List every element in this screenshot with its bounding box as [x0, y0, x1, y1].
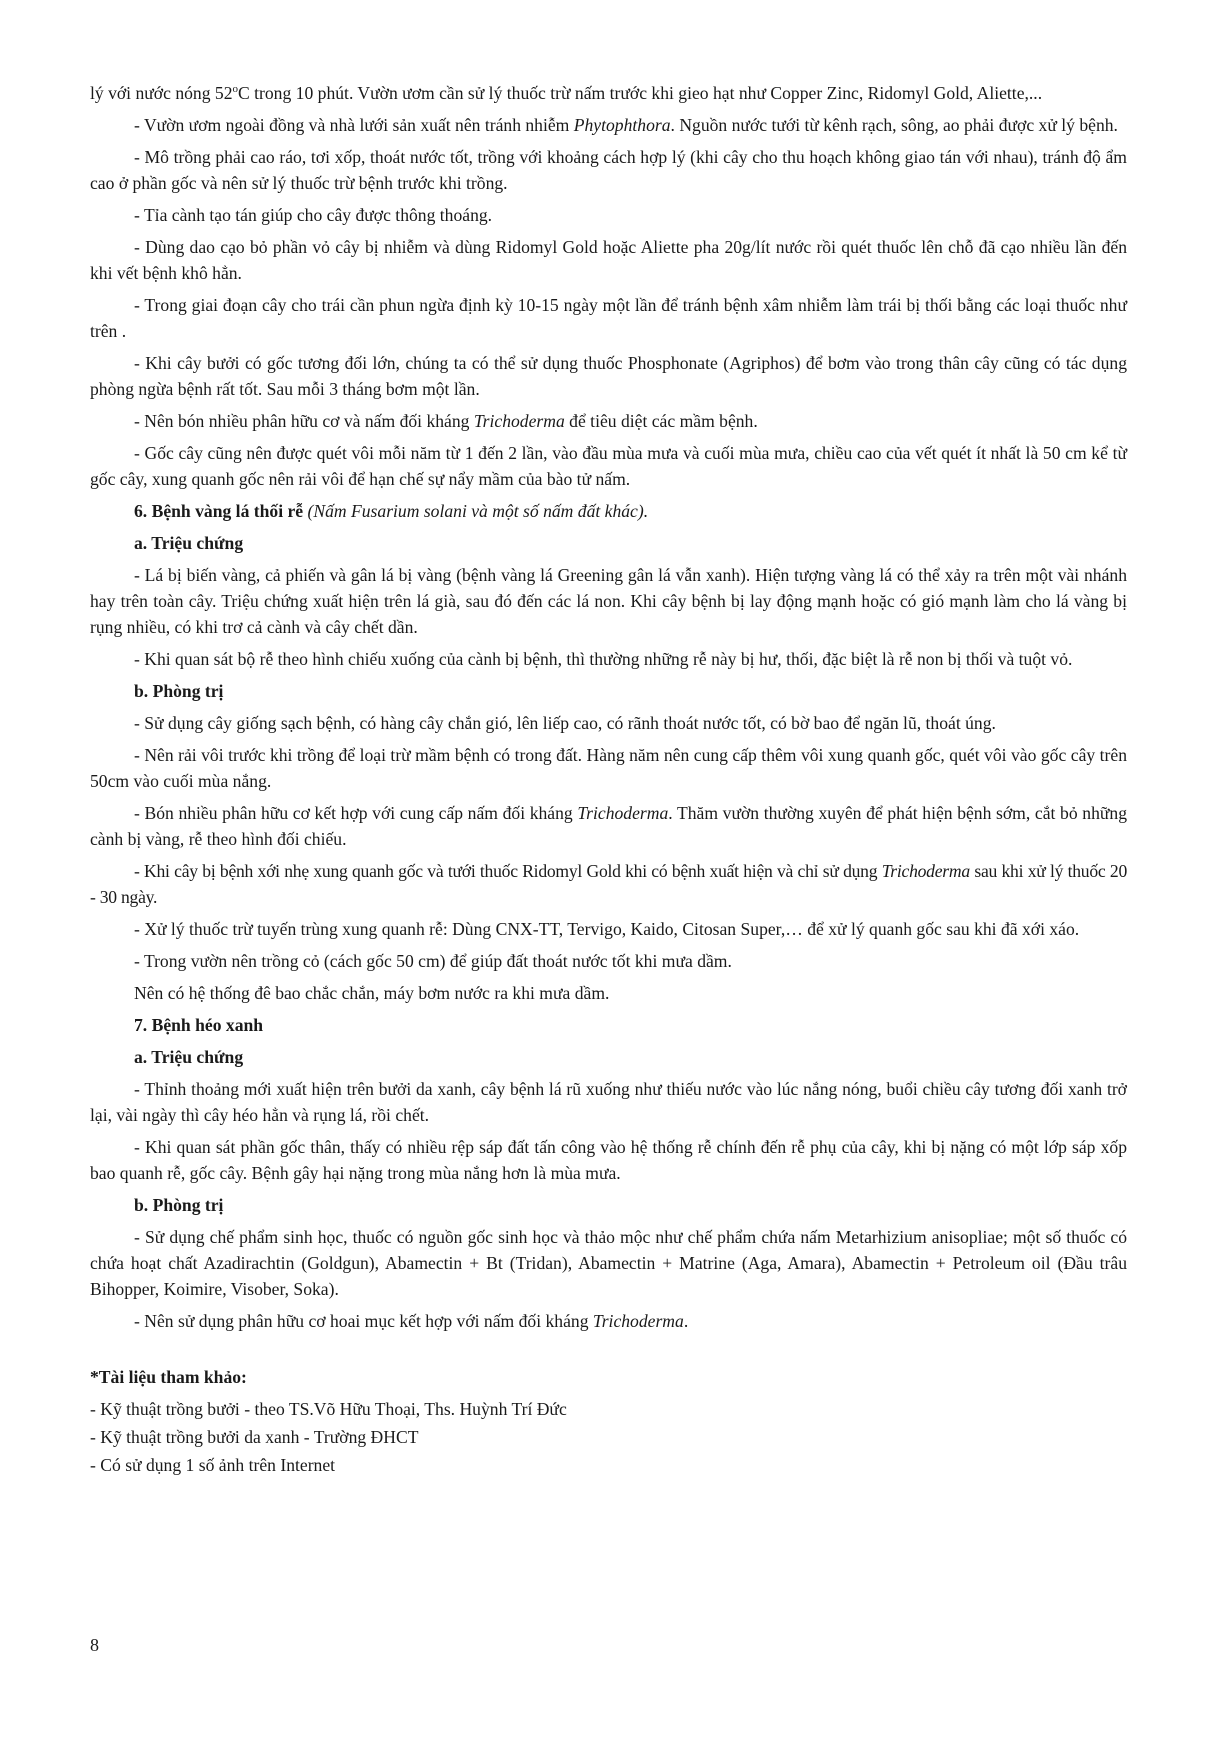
paragraph-organic-fertilizer: - Nên bón nhiều phân hữu cơ và nấm đối kháng Trichoderma để tiêu diệt các mầm bệnh. [134, 411, 758, 431]
paragraph-6b-6: - Trong vườn nên trồng cỏ (cách gốc 50 cm) để giúp đất thoát nước tốt khi mưa dầm. [134, 951, 732, 971]
paragraph-6b-3: - Bón nhiều phân hữu cơ kết hợp với cung cấp nấm đối kháng Trichoderma. Thăm vườn thường xuyên để phát hiện bệnh sớm, cắt bỏ những cành bị vàng, rễ theo hình đối chiếu. [90, 803, 1127, 849]
section-6-heading: 6. Bệnh vàng lá thối rễ (Nấm Fusarium solani và một số nấm đất khác). [134, 501, 649, 521]
paragraph-7b-1: - Sử dụng chế phẩm sinh học, thuốc có nguồn gốc sinh học và thảo mộc như chế phẩm chứa nấm Metarhizium anisopliae; một số thuốc có chứa hoạt chất Azadirachtin (Goldgun), Abamectin + Bt (Tridan), Abamectin + Matrine (Aga, Amara), Abamectin + Petroleum oil (Đầu trâu Bihopper, Koimire, Visober, Soka). [90, 1227, 1127, 1299]
paragraph-hot-water-treatment: lý với nước nóng 52$^o$C trong 10 phút. Vườn ươm cần sử lý thuốc trừ nấm trước khi gieo hạt như Copper Zinc, Ridomyl Gold, Aliette,... [90, 83, 1043, 103]
paragraph-6a-2: - Khi quan sát bộ rễ theo hình chiếu xuống của cành bị bệnh, thì thường những rễ này bị hư, thối, đặc biệt là rễ non bị thối và tuột vỏ. [134, 649, 1073, 669]
paragraph-6a-1: - Lá bị biến vàng, cả phiến và gân lá bị vàng (bệnh vàng lá Greening gân lá vẫn xanh). Hiện tượng vàng lá có thể xảy ra trên một vài nhánh hay trên toàn cây. Triệu chứng xuất hiện trên lá già, sau đó đến các lá non. Khi cây bệnh bị lay động mạnh hoặc có gió mạnh làm cho lá vàng bị rụng nhiều, có khi trơ cả cành và cây chết dần. [90, 565, 1127, 637]
paragraph-scraping-bark: - Dùng dao cạo bỏ phần vỏ cây bị nhiễm và dùng Ridomyl Gold hoặc Aliette pha 20g/lít nước rồi quét thuốc lên chỗ đã cạo nhiều lần đến khi vết bệnh khô hẳn. [90, 237, 1127, 283]
section-7b-heading: b. Phòng trị [134, 1195, 224, 1215]
reference-item: - Kỹ thuật trồng bưởi - theo TS.Võ Hữu Thoại, Ths. Huỳnh Trí Đức [90, 1399, 567, 1419]
paragraph-6b-1: - Sử dụng cây giống sạch bệnh, có hàng cây chắn gió, lên liếp cao, có rãnh thoát nước tốt, có bờ bao để ngăn lũ, thoát úng. [134, 713, 996, 733]
paragraph-6b-2: - Nên rải vôi trước khi trồng để loại trừ mầm bệnh có trong đất. Hàng năm nên cung cấp thêm vôi xung quanh gốc, quét vôi vào gốc cây trên 50cm vào cuối mùa nắng. [90, 745, 1127, 791]
page-number: 8 [90, 1635, 99, 1655]
paragraph-6b-7: Nên có hệ thống đê bao chắc chắn, máy bơm nước ra khi mưa dầm. [134, 983, 610, 1003]
section-7a-heading: a. Triệu chứng [134, 1047, 244, 1067]
paragraph-7a-2: - Khi quan sát phần gốc thân, thấy có nhiều rệp sáp đất tấn công vào hệ thống rễ chính đến rễ phụ của cây, khi bị nặng có một lớp sáp xốp bao quanh rễ, gốc cây. Bệnh gây hại nặng trong mùa nắng hơn là mùa mưa. [90, 1137, 1127, 1183]
reference-item: - Có sử dụng 1 số ảnh trên Internet [90, 1455, 336, 1475]
paragraph-pruning: - Tỉa cành tạo tán giúp cho cây được thông thoáng. [134, 205, 493, 225]
paragraph-7b-2: - Nên sử dụng phân hữu cơ hoai mục kết hợp với nấm đối kháng Trichoderma. [134, 1311, 689, 1331]
paragraph-7a-1: - Thỉnh thoảng mới xuất hiện trên bưởi da xanh, cây bệnh lá rũ xuống như thiếu nước vào lúc nắng nóng, buổi chiều cây tương đối xanh trở lại, vài ngày thì cây héo hẳn và rụng lá, rồi chết. [90, 1079, 1127, 1125]
paragraph-planting-mound: - Mô trồng phải cao ráo, tơi xốp, thoát nước tốt, trồng với khoảng cách hợp lý (khi cây cho thu hoạch không giao tán với nhau), tránh độ ẩm cao ở phần gốc và nên sử lý thuốc trừ bệnh trước khi trồng. [90, 147, 1127, 193]
paragraph-lime-painting: - Gốc cây cũng nên được quét vôi mỗi năm từ 1 đến 2 lần, vào đầu mùa mưa và cuối mùa mưa, chiều cao của vết quét ít nhất là 50 cm kể từ gốc cây, xung quanh gốc nên rải vôi để hạn chế sự nẩy mầm của bào tử nấm. [90, 443, 1127, 489]
section-6b-heading: b. Phòng trị [134, 681, 224, 701]
paragraph-6b-4: - Khi cây bị bệnh xới nhẹ xung quanh gốc và tưới thuốc Ridomyl Gold khi có bệnh xuất hiện và chỉ sử dụng Trichoderma sau khi xử lý thuốc 20 - 30 ngày. [90, 861, 1127, 907]
references-heading: *Tài liệu tham khảo: [90, 1367, 247, 1387]
section-7-heading: 7. Bệnh héo xanh [134, 1015, 264, 1035]
paragraph-nursery: - Vườn ươm ngoài đồng và nhà lưới sản xuất nên tránh nhiễm Phytophthora. Nguồn nước tưới từ kênh rạch, sông, ao phải được xử lý bệnh. [134, 115, 1118, 135]
paragraph-spraying: - Trong giai đoạn cây cho trái cần phun ngừa định kỳ 10-15 ngày một lần để tránh bệnh xâm nhiễm làm trái bị thối bằng các loại thuốc như trên . [90, 295, 1127, 341]
section-6a-heading: a. Triệu chứng [134, 533, 244, 553]
paragraph-6b-5: - Xử lý thuốc trừ tuyến trùng xung quanh rễ: Dùng CNX-TT, Tervigo, Kaido, Citosan Super,… để xử lý quanh gốc sau khi đã xới xáo. [134, 919, 1080, 939]
paragraph-phosphonate: - Khi cây bưởi có gốc tương đối lớn, chúng ta có thể sử dụng thuốc Phosphonate (Agriphos) để bơm vào trong thân cây cũng có tác dụng phòng ngừa bệnh rất tốt. Sau mỗi 3 tháng bơm một lần. [90, 353, 1127, 399]
document-body [90, 80, 1127, 1480]
reference-item: - Kỹ thuật trồng bưởi da xanh - Trường ĐHCT [90, 1427, 419, 1447]
